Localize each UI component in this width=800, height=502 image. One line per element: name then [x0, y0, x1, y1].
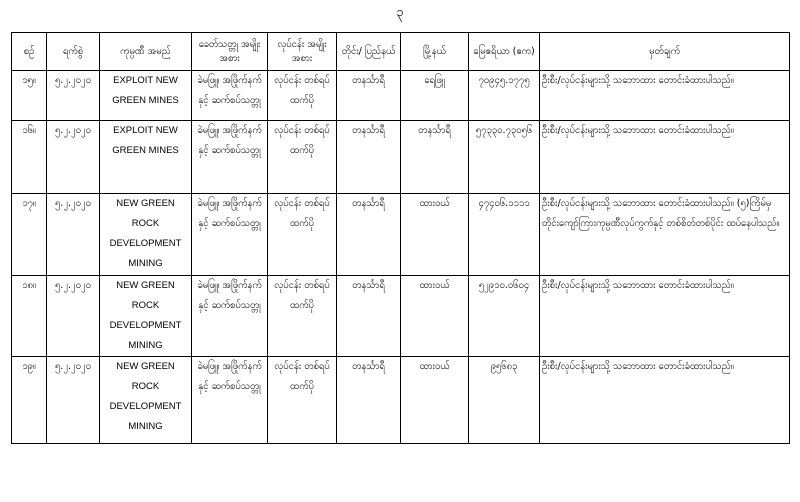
cell-work-type: လုပ်ငန်း တစ်ရပ်ထက်ပို [268, 71, 337, 121]
cell-township: ထားဝယ် [401, 194, 469, 276]
header-no: စဉ် [12, 33, 47, 71]
cell-area: ၅၇၃၃၀.၇၃၀၅၆ [469, 121, 540, 194]
cell-remark: ဦးစီး/လုပ်ငန်းများသို့ သဘောထား တောင်းခံထားပါသည်။ [540, 121, 790, 194]
cell-area: ၄၇၄၀၆.၁၁၁၁ [469, 194, 540, 276]
cell-date: ၅.၂.၂၀၂၀ [47, 276, 100, 357]
cell-metal: ခဲမဖြူ၊ အဖြိုက်နက်နှင့် ဆက်စပ်သတ္တု [192, 194, 268, 276]
cell-company: EXPLOIT NEW GREEN MINES [100, 71, 192, 121]
cell-region: တနင်္သာရီ [337, 276, 401, 357]
header-remark: မှတ်ချက် [540, 33, 790, 71]
header-metal: ခေတ်သတ္တု အမျိုးအစား [192, 33, 268, 71]
header-date: ရက်စွဲ [47, 33, 100, 71]
cell-remark: ဦးစီး/လုပ်ငန်းများသို့ သဘောထား တောင်းခံထားပါသည်။ [540, 357, 790, 444]
header-area: မြေဧရိယာ (ဧက) [469, 33, 540, 71]
cell-metal: ခဲမဖြူ၊ အဖြိုက်နက်နှင့် ဆက်စပ်သတ္တု [192, 357, 268, 444]
cell-no: ၁၈။ [12, 276, 47, 357]
cell-date: ၅.၂.၂၀၂၀ [47, 194, 100, 276]
header-work-type: လုပ်ငန်း အမျိုးအစား [268, 33, 337, 71]
cell-date: ၅.၂.၂၀၂၀ [47, 121, 100, 194]
cell-area: ၅၂၉၁၀.၀၆၀၄ [469, 276, 540, 357]
table-row [12, 194, 790, 276]
table-row [12, 276, 790, 357]
cell-township: ထားဝယ် [401, 276, 469, 357]
cell-area: ၇၀၉၄၅.၁၇၇၅ [469, 71, 540, 121]
cell-work-type: လုပ်ငန်း တစ်ရပ်ထက်ပို [268, 357, 337, 444]
cell-date: ၅.၂.၂၀၂၀ [47, 357, 100, 444]
cell-metal: ခဲမဖြူ၊ အဖြိုက်နက်နှင့် ဆက်စပ်သတ္တု [192, 276, 268, 357]
cell-remark: ဦးစီး/လုပ်ငန်းများသို့ သဘောထား တောင်းခံထားပါသည်။ (၅)ကြိမ်မှ တိုင်းကျော်ကြားကုမ္ပဏီလုပ်ကွက်နှင့် တစ်စိတ်တစ်ပိုင်း ထပ်နေပါသည်။ [540, 194, 790, 276]
cell-region: တနင်္သာရီ [337, 194, 401, 276]
cell-no: ၁၅။ [12, 71, 47, 121]
cell-no: ၁၇။ [12, 194, 47, 276]
cell-township: ရေဖြူ [401, 71, 469, 121]
cell-company: NEW GREEN ROCK DEVELOPMENT MINING [100, 357, 192, 444]
cell-region: တနင်္သာရီ [337, 71, 401, 121]
table-row [12, 121, 790, 194]
cell-company: NEW GREEN ROCK DEVELOPMENT MINING [100, 276, 192, 357]
cell-area: ၉၅၆၈၃ [469, 357, 540, 444]
page-number: ၃ [396, 5, 404, 20]
cell-work-type: လုပ်ငန်း တစ်ရပ်ထက်ပို [268, 276, 337, 357]
cell-company: EXPLOIT NEW GREEN MINES [100, 121, 192, 194]
cell-remark: ဦးစီး/လုပ်ငန်းများသို့ သဘောထား တောင်းခံထားပါသည်။ [540, 276, 790, 357]
cell-no: ၁၉။ [12, 357, 47, 444]
cell-region: တနင်္သာရီ [337, 357, 401, 444]
cell-remark: ဦးစီး/လုပ်ငန်းများသို့ သဘောထား တောင်းခံထားပါသည်။ [540, 71, 790, 121]
cell-work-type: လုပ်ငန်း တစ်ရပ်ထက်ပို [268, 121, 337, 194]
cell-company: NEW GREEN ROCK DEVELOPMENT MINING [100, 194, 192, 276]
cell-township: ထားဝယ် [401, 357, 469, 444]
table-header-row [12, 33, 790, 71]
cell-no: ၁၆။ [12, 121, 47, 194]
table-row [12, 71, 790, 121]
header-township: မြို့နယ် [401, 33, 469, 71]
cell-metal: ခဲမဖြူ၊ အဖြိုက်နက်နှင့် ဆက်စပ်သတ္တု [192, 121, 268, 194]
cell-work-type: လုပ်ငန်း တစ်ရပ်ထက်ပို [268, 194, 337, 276]
header-company: ကုမ္ပဏီ အမည် [100, 33, 192, 71]
cell-region: တနင်္သာရီ [337, 121, 401, 194]
cell-township: တနင်္သာရီ [401, 121, 469, 194]
cell-date: ၅.၂.၂၀၂၀ [47, 71, 100, 121]
table-row [12, 357, 790, 444]
cell-metal: ခဲမဖြူ၊ အဖြိုက်နက်နှင့် ဆက်စပ်သတ္တု [192, 71, 268, 121]
mining-permit-table [11, 32, 790, 444]
header-region: တိုင်း/ ပြည်နယ် [337, 33, 401, 71]
